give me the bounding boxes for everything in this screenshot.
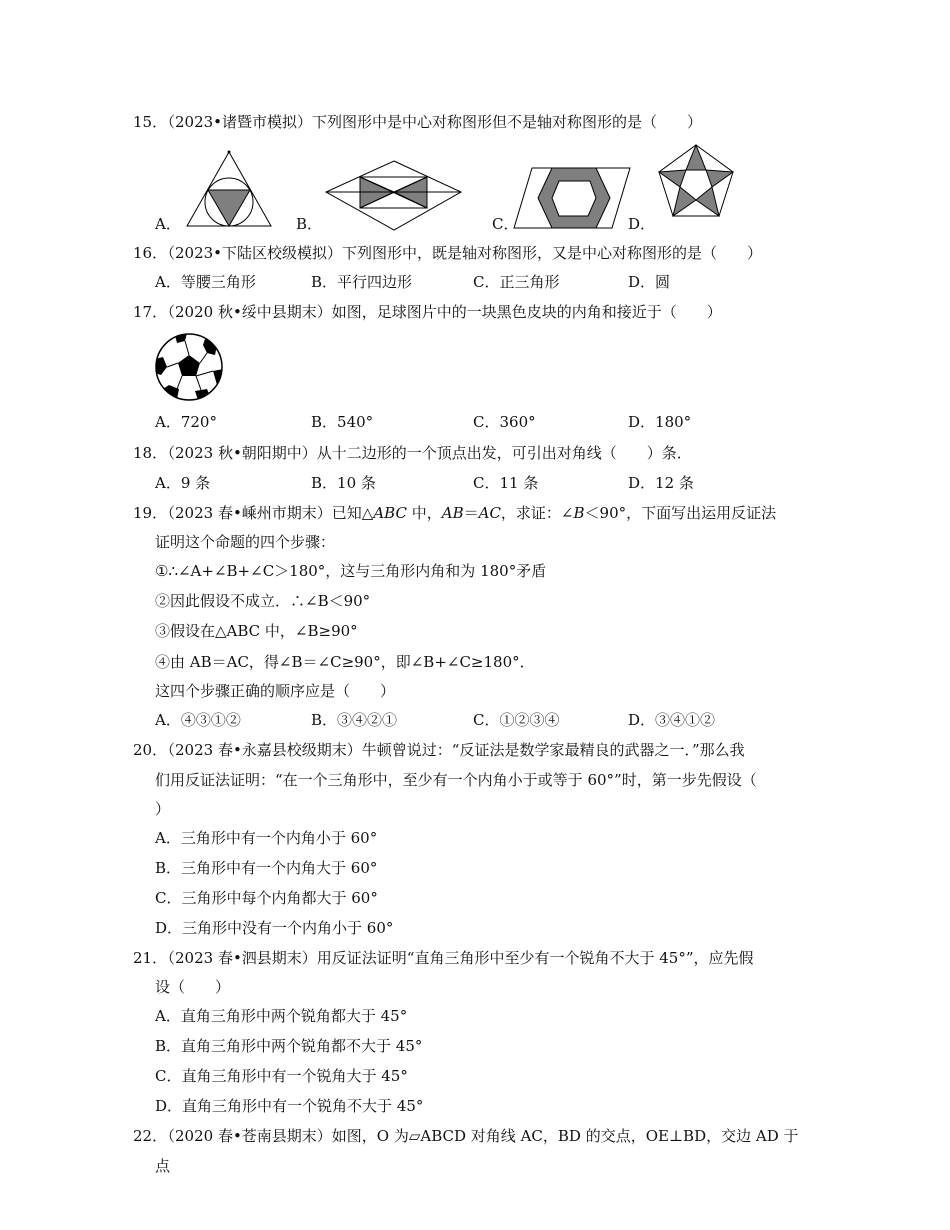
q17-option-b[interactable]: B．540° (311, 413, 374, 431)
q15-figure-b-bowtie-rhombus (324, 158, 464, 238)
q21-stem-line1: （2023 春•泗县期末）用反证法证明“直角三角形中至少有一个锐角不大于 45°”，应先假 (160, 949, 754, 967)
q22-stem-line1: （2020 春•苍南县期末）如图，O 为▱ABCD 对角线 AC，BD 的交点，OE⊥BD，交边 AD 于 (160, 1127, 799, 1145)
q20-stem-line2: 们用反证法证明：“在一个三角形中，至少有一个内角小于或等于 60°”时，第一步先假设（ (155, 771, 757, 789)
q21-option-a[interactable]: A．直角三角形中两个锐角都大于 45° (155, 1007, 408, 1025)
q19-option-d[interactable]: D．③④①② (628, 711, 716, 729)
q19-option-b[interactable]: B．③④②① (311, 711, 398, 729)
q16-option-d[interactable]: D．圆 (628, 273, 671, 291)
q15-option-c-label[interactable]: C． (492, 215, 519, 233)
q16-stem: （2023•下陆区校级模拟）下列图形中，既是轴对称图形，又是中心对称图形的是（ ） (160, 244, 763, 262)
q15-number: 15． (133, 113, 168, 131)
q19-step-3: ③假设在△ABC 中，∠B≥90° (155, 622, 358, 640)
q15-figure-c-parallelogram (514, 166, 634, 236)
q15-stem: （2023•诸暨市模拟）下列图形中是中心对称图形但不是轴对称图形的是（ ） (160, 113, 703, 131)
q18-option-b[interactable]: B．10 条 (311, 474, 376, 492)
q22-number: 22． (133, 1127, 168, 1145)
q21-option-d[interactable]: D．直角三角形中有一个锐角不大于 45° (155, 1097, 424, 1115)
q16-number: 16． (133, 244, 168, 262)
q19-stem-line1: （2023 春•嵊州市期末）已知△ABC 中，AB＝AC，求证：∠B＜90°，下面写出运用反证法 (160, 504, 777, 522)
q15-option-b-label[interactable]: B． (296, 215, 323, 233)
q19-step-4: ④由 AB＝AC，得∠B＝∠C≥90°，即∠B+∠C≥180°． (155, 653, 535, 671)
q19-number: 19． (133, 504, 168, 522)
q15-figure-d-pentagram (656, 143, 736, 233)
q20-option-b[interactable]: B．三角形中有一个内角大于 60° (155, 859, 378, 877)
q16-option-b[interactable]: B．平行四边形 (311, 273, 413, 291)
q16-option-c[interactable]: C．正三角形 (473, 273, 560, 291)
q15-option-d-label[interactable]: D． (628, 215, 656, 233)
q19-stem-line2: 证明这个命题的四个步骤： (155, 533, 336, 551)
q20-option-a[interactable]: A．三角形中有一个内角小于 60° (155, 829, 378, 847)
q18-option-c[interactable]: C．11 条 (473, 474, 539, 492)
q15-figure-a-triangle-circle (183, 150, 273, 230)
q16-option-a[interactable]: A．等腰三角形 (155, 273, 256, 291)
q20-option-d[interactable]: D．三角形中没有一个内角小于 60° (155, 919, 394, 937)
q17-option-d[interactable]: D．180° (628, 413, 692, 431)
q19-option-c[interactable]: C．①②③④ (473, 711, 560, 729)
q20-number: 20． (133, 741, 168, 759)
q18-option-a[interactable]: A．9 条 (155, 474, 211, 492)
q18-stem: （2023 秋•朝阳期中）从十二边形的一个顶点出发，可引出对角线（ ）条． (160, 444, 692, 462)
q22-stem-line2: 点 (155, 1157, 171, 1175)
q19-step-2: ②因此假设不成立．∴∠B＜90° (155, 592, 371, 610)
q21-number: 21． (133, 949, 168, 967)
q17-stem: （2020 秋•绥中县期末）如图，足球图片中的一块黑色皮块的内角和接近于（ ） (160, 303, 722, 321)
q19-option-a[interactable]: A．④③①② (155, 711, 241, 729)
q20-option-c[interactable]: C．三角形中每个内角都大于 60° (155, 889, 378, 907)
q20-stem-line1: （2023 春•永嘉县校级期末）牛顿曾说过：“反证法是数学家最精良的武器之一．”那么我 (160, 741, 745, 759)
q19-prompt: 这四个步骤正确的顺序应是（ ） (155, 682, 396, 700)
q18-option-d[interactable]: D．12 条 (628, 474, 694, 492)
q17-soccer-ball-figure (155, 333, 225, 403)
q20-stem-line3: ） (155, 800, 171, 818)
q17-option-c[interactable]: C．360° (473, 413, 536, 431)
q15-option-a-label[interactable]: A． (155, 215, 181, 233)
q17-number: 17． (133, 303, 168, 321)
q17-option-a[interactable]: A．720° (155, 413, 217, 431)
q21-option-c[interactable]: C．直角三角形中有一个锐角大于 45° (155, 1067, 408, 1085)
q21-stem-line2: 设（ ） (155, 978, 231, 996)
q19-step-1: ①∴∠A+∠B+∠C＞180°，这与三角形内角和为 180°矛盾 (155, 562, 547, 580)
q21-option-b[interactable]: B．直角三角形中两个锐角都不大于 45° (155, 1037, 423, 1055)
q18-number: 18． (133, 444, 168, 462)
